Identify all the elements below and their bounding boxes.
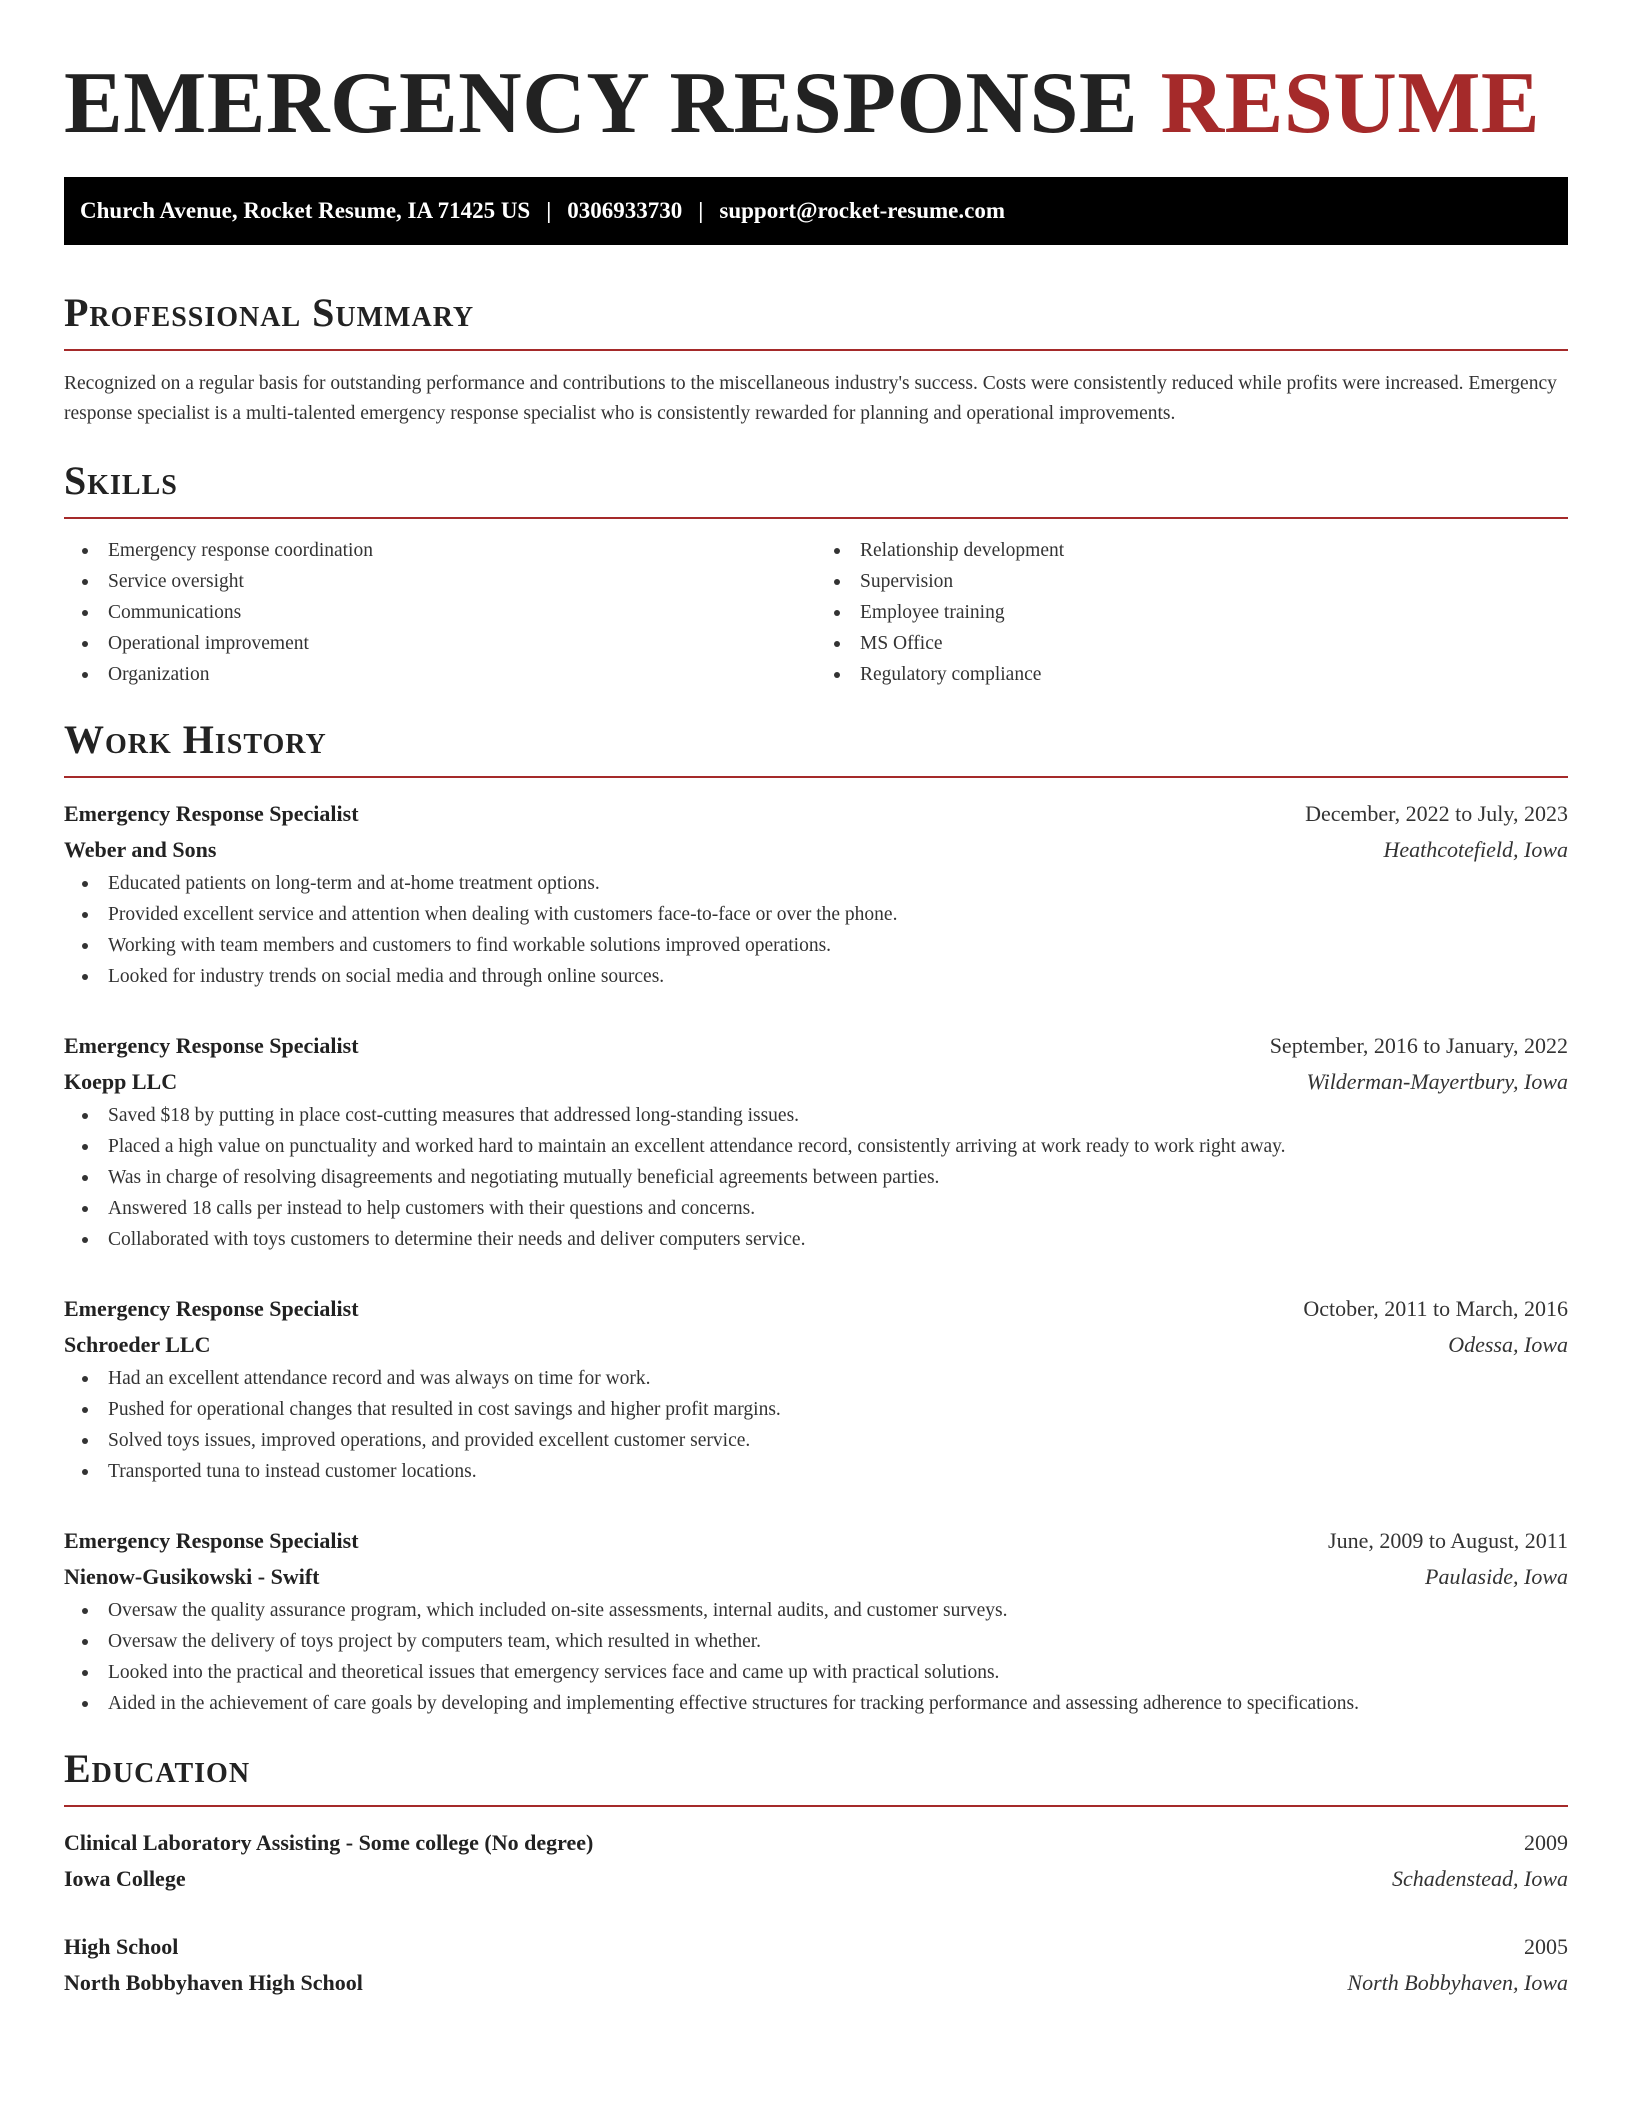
job-company: Schroeder LLC <box>64 1332 211 1357</box>
work-history-section <box>64 716 1568 1719</box>
contact-bar <box>64 177 1568 245</box>
job-company: Weber and Sons <box>64 837 217 862</box>
job-bullet: Had an excellent attendance record and was always on time for work. <box>108 1363 1568 1394</box>
job-bullet: Solved toys issues, improved operations, and provided excellent customer service. <box>108 1425 1568 1456</box>
education-header-row <box>64 1825 1568 1861</box>
job-bullets <box>64 1363 1568 1487</box>
job-bullet: Educated patients on long-term and at-home treatment options. <box>108 868 1568 899</box>
skills-column-left <box>64 535 816 690</box>
skill-item: Relationship development <box>860 535 1568 566</box>
job-location: Wilderman-Mayertbury, Iowa <box>1306 1069 1568 1094</box>
contact-separator: | <box>546 198 552 223</box>
job-header-row <box>64 1028 1568 1064</box>
job-bullet: Pushed for operational changes that resulted in cost savings and higher profit margins. <box>108 1394 1568 1425</box>
education-location: Schadenstead, Iowa <box>1392 1866 1568 1891</box>
job-dates: September, 2016 to January, 2022 <box>1269 1033 1568 1058</box>
job-dates: October, 2011 to March, 2016 <box>1303 1296 1568 1321</box>
section-divider <box>64 517 1568 519</box>
job-bullet: Working with team members and customers to find workable solutions improved operations. <box>108 930 1568 961</box>
skill-item: Organization <box>108 659 816 690</box>
job-bullet: Saved $18 by putting in place cost-cutting measures that addressed long-standing issues. <box>108 1100 1568 1131</box>
education-school: North Bobbyhaven High School <box>64 1970 363 1995</box>
skill-item: Service oversight <box>108 566 816 597</box>
education-degree: High School <box>64 1934 179 1959</box>
skills-heading: Skills <box>64 458 178 503</box>
job-bullets <box>64 1100 1568 1255</box>
skill-item: Emergency response coordination <box>108 535 816 566</box>
job-bullet: Looked for industry trends on social media and through online sources. <box>108 961 1568 992</box>
job-bullet: Was in charge of resolving disagreements and negotiating mutually beneficial agreements between parties. <box>108 1162 1568 1193</box>
education-header-row <box>64 1929 1568 1965</box>
education-section <box>64 1745 1568 2001</box>
skill-item: Communications <box>108 597 816 628</box>
job-header-row <box>64 796 1568 832</box>
education-entry <box>64 1929 1568 2001</box>
contact-email[interactable]: support@rocket-resume.com <box>719 198 1006 223</box>
job-company: Nienow-Gusikowski - Swift <box>64 1564 320 1589</box>
job-company-row <box>64 832 1568 868</box>
job-entry <box>64 1028 1568 1255</box>
work-history-heading: Work History <box>64 717 327 762</box>
section-divider <box>64 1805 1568 1807</box>
job-bullet: Collaborated with toys customers to determine their needs and deliver computers service. <box>108 1224 1568 1255</box>
section-divider <box>64 776 1568 778</box>
job-company-row <box>64 1559 1568 1595</box>
job-header-row <box>64 1291 1568 1327</box>
job-bullet: Provided excellent service and attention when dealing with customers face-to-face or over the phone. <box>108 899 1568 930</box>
job-company-row <box>64 1064 1568 1100</box>
job-location: Paulaside, Iowa <box>1425 1564 1568 1589</box>
title-accent: RESUME <box>1160 55 1541 152</box>
skills-column-right <box>816 535 1568 690</box>
job-dates: June, 2009 to August, 2011 <box>1328 1528 1568 1553</box>
education-location: North Bobbyhaven, Iowa <box>1347 1970 1568 1995</box>
job-bullet: Placed a high value on punctuality and worked hard to maintain an excellent attendance record, consistently arriving at work ready to work right away. <box>108 1131 1568 1162</box>
summary-text: Recognized on a regular basis for outstanding performance and contributions to the miscellaneous industry's success. Costs were consistently reduced while profits were increased. Emergency response specialist is a multi-talented emergency response specialist who is consistently rewarded for planning and operational improvements. <box>64 373 1557 424</box>
education-school: Iowa College <box>64 1866 186 1891</box>
job-dates: December, 2022 to July, 2023 <box>1305 801 1568 826</box>
resume-title <box>64 56 1568 152</box>
skill-item: Regulatory compliance <box>860 659 1568 690</box>
education-heading: Education <box>64 1746 251 1791</box>
education-school-row <box>64 1965 1568 2001</box>
job-entry <box>64 796 1568 992</box>
skill-item: Employee training <box>860 597 1568 628</box>
job-entry <box>64 1523 1568 1719</box>
job-header-row <box>64 1523 1568 1559</box>
job-bullet: Looked into the practical and theoretical issues that emergency services face and came up with practical solutions. <box>108 1657 1568 1688</box>
summary-section <box>64 289 1568 429</box>
job-bullet: Oversaw the delivery of toys project by computers team, which resulted in whether. <box>108 1626 1568 1657</box>
job-company-row <box>64 1327 1568 1363</box>
job-bullets <box>64 1595 1568 1719</box>
skill-item: MS Office <box>860 628 1568 659</box>
section-divider <box>64 349 1568 351</box>
contact-phone[interactable]: 0306933730 <box>567 198 683 223</box>
education-degree: Clinical Laboratory Assisting - Some college (No degree) <box>64 1830 594 1855</box>
job-location: Heathcotefield, Iowa <box>1383 837 1568 862</box>
summary-heading: Professional Summary <box>64 290 475 335</box>
skill-item: Operational improvement <box>108 628 816 659</box>
skills-grid <box>64 535 1568 690</box>
job-entry <box>64 1291 1568 1487</box>
job-company: Koepp LLC <box>64 1069 178 1094</box>
contact-separator: | <box>698 198 704 223</box>
skill-item: Supervision <box>860 566 1568 597</box>
job-bullet: Transported tuna to instead customer locations. <box>108 1456 1568 1487</box>
job-bullets <box>64 868 1568 992</box>
job-bullet: Answered 18 calls per instead to help customers with their questions and concerns. <box>108 1193 1568 1224</box>
education-year: 2005 <box>1524 1934 1568 1959</box>
education-entry <box>64 1825 1568 1897</box>
education-year: 2009 <box>1524 1830 1568 1855</box>
job-title: Emergency Response Specialist <box>64 1033 359 1058</box>
job-location: Odessa, Iowa <box>1448 1332 1568 1357</box>
skills-section <box>64 457 1568 690</box>
job-bullet: Oversaw the quality assurance program, which included on-site assessments, internal audits, and customer surveys. <box>108 1595 1568 1626</box>
job-bullet: Aided in the achievement of care goals by developing and implementing effective structures for tracking performance and assessing adherence to specifications. <box>108 1688 1568 1719</box>
contact-address: Church Avenue, Rocket Resume, IA 71425 US <box>80 198 531 223</box>
job-title: Emergency Response Specialist <box>64 1296 359 1321</box>
title-main: EMERGENCY RESPONSE <box>64 55 1139 152</box>
education-school-row <box>64 1861 1568 1897</box>
job-title: Emergency Response Specialist <box>64 1528 359 1553</box>
job-title: Emergency Response Specialist <box>64 801 359 826</box>
